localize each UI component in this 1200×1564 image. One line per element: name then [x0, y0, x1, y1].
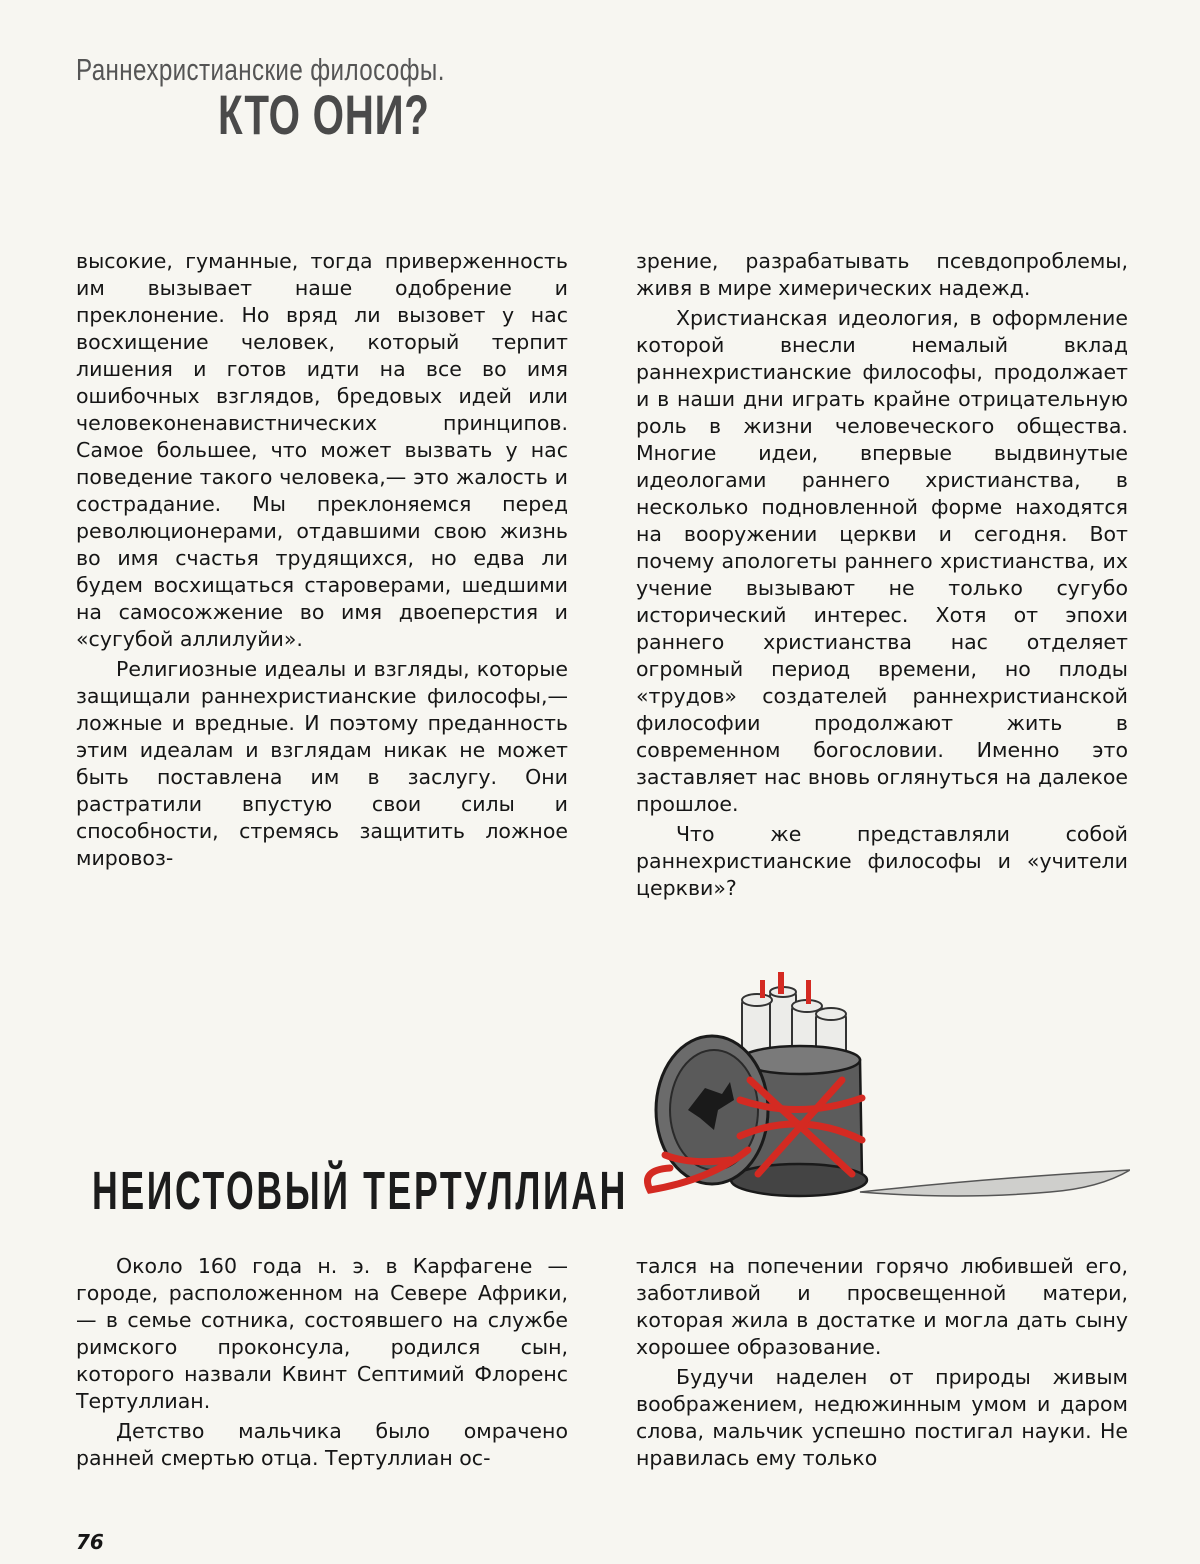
page-number: 76 [76, 1530, 104, 1554]
paragraph: Христианская идеология, в оформление которой внесли немалый вклад раннехристианские философы, продолжает и в наши дни играть крайне отрицательную роль в жизни человеческого общества. Многие идеи, впервые выдвинутые идеологами раннего христианства, в несколько подновленной форме находятся на вооружении церкви и сегодня. Вот почему апологеты раннего христианства, их учение вызывают не только сугубо исторический интерес. Хотя от эпохи раннего христианства нас отделяет огромный период времени, но плоды «трудов» создателей раннехристианской философии продолжают жить в современном богословии. Именно это заставляет нас вновь оглянуться на далекое прошлое. [636, 306, 1128, 816]
section-title: НЕИСТОВЫЙ ТЕРТУЛЛИАН [92, 1161, 629, 1221]
page-header-title: КТО ОНИ? [218, 83, 430, 146]
paragraph: высокие, гуманные, тогда приверженность им вызывает наше одобрение и преклонение. Но вряд ли вызовет у нас восхищение человек, который терпит лишения и готов идти на все во имя ошибочных взглядов, бредовых идей или человеконенавистнических принципов. Самое большее, что может вызвать у нас поведение такого человека,— это жалость и сострадание. Мы преклоняемся перед революционерами, отдавшими свою жизнь во имя счастья трудящихся, но едва ли будем восхищаться староверами, шедшими на самосожжение во имя двоеперстия и «сугубой аллилуйи». [76, 249, 568, 651]
paragraph: Детство мальчика было омрачено ранней смертью отца. Тертуллиан ос- [76, 1419, 568, 1470]
scroll-case-icon [630, 960, 1130, 1210]
section-right-column [636, 1253, 1128, 1472]
intro-right-column [636, 248, 1128, 902]
paragraph: Будучи наделен от природы живым воображением, недюжинным умом и даром слова, мальчик успешно постигал науки. Не нравилась ему только [636, 1365, 1128, 1470]
section-left-column [76, 1253, 568, 1472]
paragraph: зрение, разрабатывать псевдопроблемы, живя в мире химерических надежд. [636, 249, 1128, 300]
paragraph: Что же представляли собой раннехристианские философы и «учители церкви»? [636, 822, 1128, 900]
paragraph: Около 160 года н. э. в Карфагене — городе, расположенном на Севере Африки,— в семье сотника, состоявшего на службе римского проконсула, родился сын, которого назвали Квинт Септимий Флоренс Тертуллиан. [76, 1254, 568, 1413]
page-header-subtitle: Раннехристианские философы. [76, 52, 445, 87]
paragraph: Религиозные идеалы и взгляды, которые защищали раннехристианские философы,— ложные и вредные. И поэтому преданность этим идеалам и взглядам никак не может быть поставлена им в заслугу. Они растратили впустую свои силы и способности, стремясь защитить ложное мировоз- [76, 657, 568, 870]
paragraph: тался на попечении горячо любившей его, заботливой и просвещенной матери, которая жила в достатке и могла дать сыну хорошее образование. [636, 1254, 1128, 1359]
intro-left-column [76, 248, 568, 872]
